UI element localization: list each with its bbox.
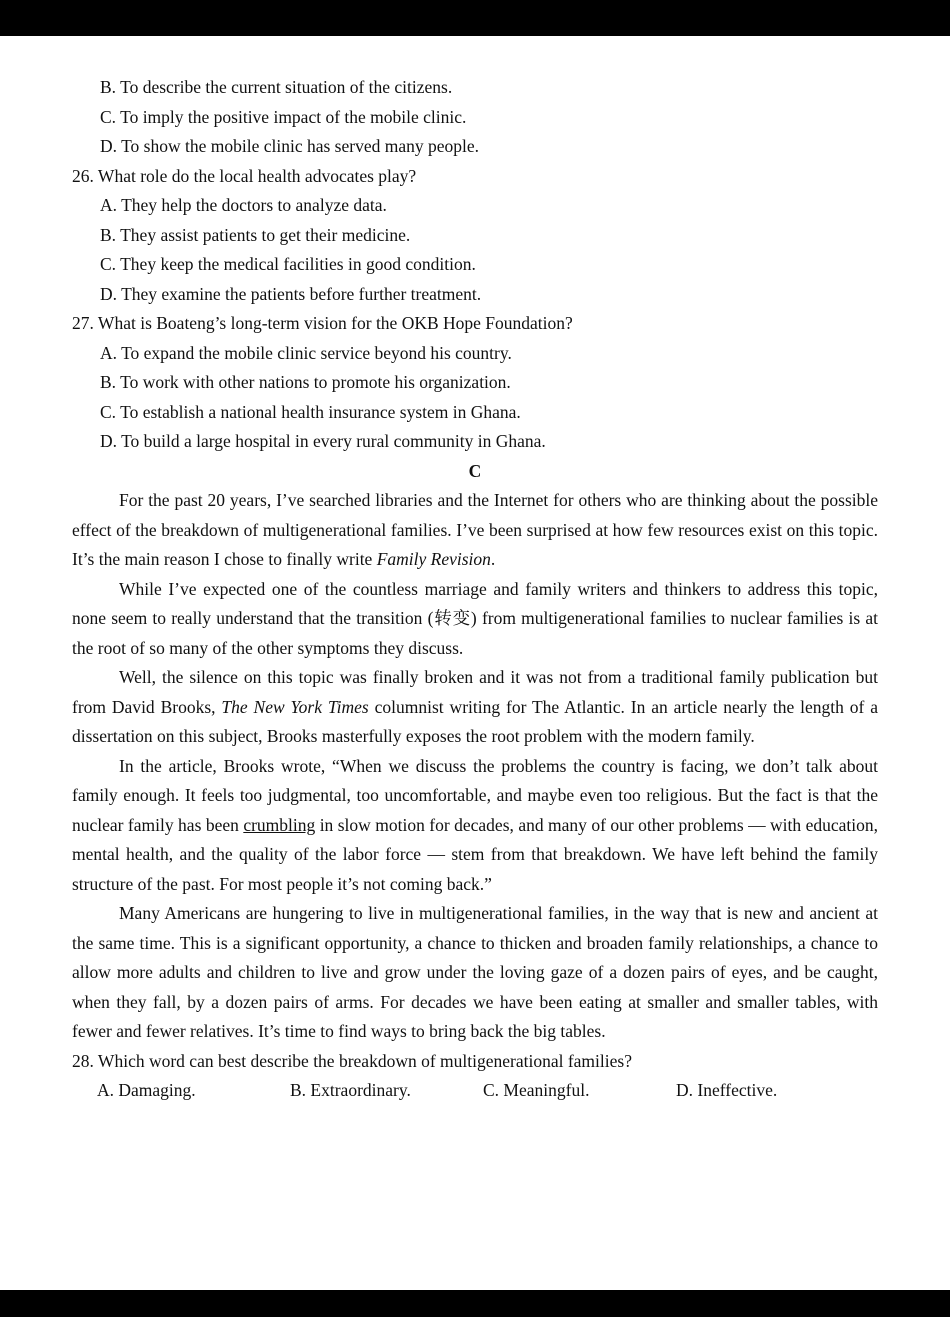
- question-28-option-b: B. Extraordinary.: [290, 1080, 411, 1100]
- newspaper-title-new-york-times: The New York Times: [221, 696, 369, 717]
- paragraph-1-text: For the past 20 years, I’ve searched libraries and the Internet for others who are thinking about the possible effect of the breakdown of multigenerational families. I’ve been surprised at how few resources exist on this topic. It’s the main reason I chose to finally write: [72, 490, 878, 569]
- underlined-word-crumbling: crumbling: [243, 814, 316, 835]
- paragraph-2-text: While I’ve expected one of the countless marriage and family writers and thinkers to address this topic, none seem to really understand that the transition (转变) from multigenerational families to nuclear families is at the root of so many of the other symptoms they discuss.: [72, 578, 878, 658]
- question-26-option-b: B. They assist patients to get their medicine.: [100, 224, 411, 245]
- question-28-options-row: [72, 1076, 878, 1106]
- question-27-option-c: C. To establish a national health insurance system in Ghana.: [100, 401, 521, 422]
- prev-question-option-b: B. To describe the current situation of the citizens.: [100, 77, 453, 97]
- question-26-option-d: D. They examine the patients before further treatment.: [100, 283, 482, 304]
- paragraph-4-text-end: in slow motion for decades, and many of our other problems — with education, mental health, and the quality of the labor force — stem from that breakdown. We have left behind the family structure of the past. For most people it’s not coming back.”: [72, 814, 878, 894]
- passage-paragraph-1: [72, 486, 878, 575]
- paragraph-3-text-end: columnist writing for The Atlantic. In an article nearly the length of a dissertation on this subject, Brooks masterfully exposes the root problem with the modern family.: [72, 696, 878, 746]
- question-27-option-d: D. To build a large hospital in every rural community in Ghana.: [100, 431, 546, 451]
- passage-paragraph-3: [72, 663, 878, 752]
- question-28-option-d: D. Ineffective.: [676, 1080, 778, 1100]
- exam-content: [72, 73, 878, 1106]
- question-27-option-b: B. To work with other nations to promote his organization.: [100, 372, 511, 392]
- top-scan-bar: [0, 0, 950, 36]
- book-title-family-revision: Family Revision: [376, 549, 491, 569]
- question-26-option-a: A. They help the doctors to analyze data.: [100, 195, 387, 215]
- paragraph-1-period: .: [490, 549, 496, 569]
- question-28-option-a: A. Damaging.: [97, 1080, 196, 1100]
- prev-question-option-d: D. To show the mobile clinic has served many people.: [100, 136, 479, 156]
- question-26-option-c: C. They keep the medical facilities in good condition.: [100, 254, 476, 274]
- passage-paragraph-4: [72, 752, 878, 900]
- question-26: 26. What role do the local health advocates play?: [72, 165, 417, 186]
- paragraph-4-text-start: In the article, Brooks wrote, “When we discuss the problems the country is facing, we don’t talk about family enough. It feels too judgmental, too uncomfortable, and maybe even too religious. But the fact is that the nuclear family has been: [72, 755, 878, 835]
- paragraph-3-text-start: Well, the silence on this topic was finally broken and it was not from a traditional family publication but from David Brooks,: [72, 667, 878, 717]
- bottom-scan-bar: [0, 1290, 950, 1317]
- question-27-option-a: A. To expand the mobile clinic service beyond his country.: [100, 342, 512, 363]
- paragraph-5-text: Many Americans are hungering to live in multigenerational families, in the way that is new and ancient at the same time. This is a significant opportunity, a chance to thicken and broaden family relationships, a chance to allow more adults and children to live and grow under the loving gaze of a dozen pairs of eyes, and be caught, when they fall, by a dozen pairs of arms. For decades we have been eating at smaller and smaller tables, with fewer and fewer relatives. It’s time to find ways to bring back the big tables.: [72, 903, 878, 1041]
- question-27: 27. What is Boateng’s long-term vision for the OKB Hope Foundation?: [72, 313, 573, 333]
- passage-paragraph-2: [72, 575, 878, 664]
- question-28-option-c: C. Meaningful.: [483, 1080, 590, 1100]
- passage-paragraph-5: [72, 899, 878, 1047]
- prev-question-option-c: C. To imply the positive impact of the mobile clinic.: [100, 106, 467, 127]
- section-c-heading: C: [468, 460, 482, 481]
- question-28: 28. Which word can best describe the breakdown of multigenerational families?: [72, 1050, 632, 1071]
